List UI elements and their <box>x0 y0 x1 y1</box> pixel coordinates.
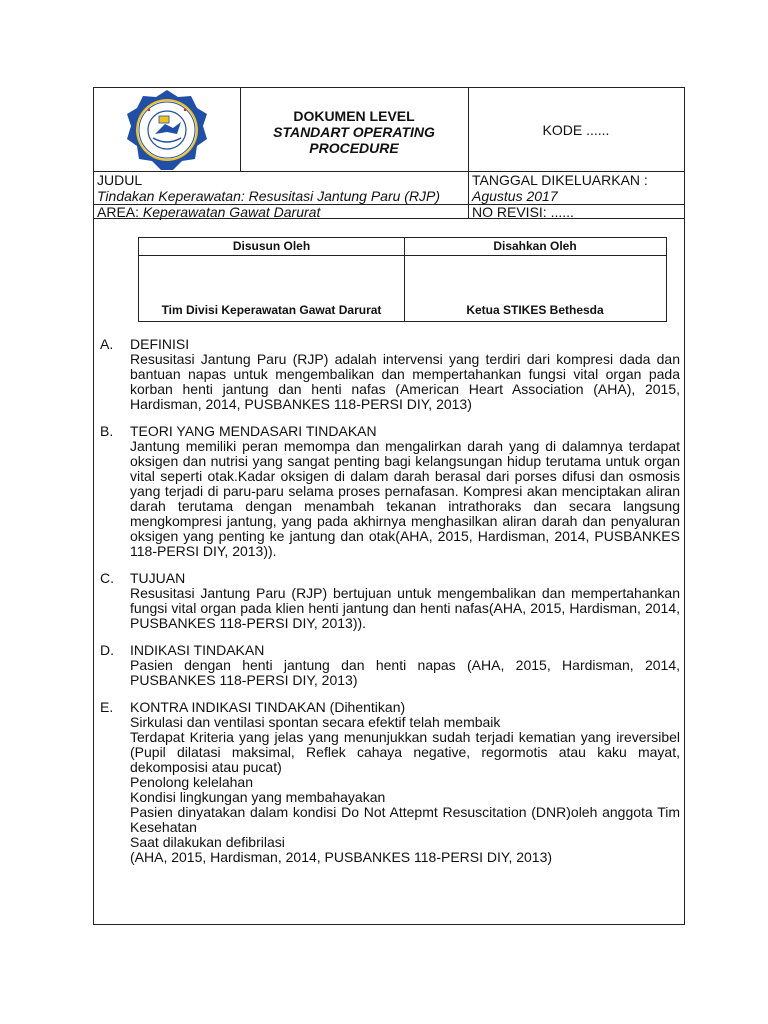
title-line-3: PROCEDURE <box>309 140 399 156</box>
section-indikasi <box>100 643 680 688</box>
institution-logo-cell <box>94 88 240 172</box>
section-tujuan <box>100 571 680 631</box>
section-letter: D. <box>100 642 114 658</box>
revisi-field: NO REVISI: ...... <box>472 204 574 220</box>
title-line-2: STANDART OPERATING <box>273 124 435 140</box>
section-title: DEFINISI <box>130 336 190 352</box>
section-letter: B. <box>100 423 114 439</box>
stikes-bethesda-logo <box>94 88 240 172</box>
list-item: Pasien dinyatakan dalam kondisi Do Not Attepmt Resuscitation (DNR)oleh anggota Tim Kesehatan <box>130 804 680 835</box>
sop-document <box>93 87 685 925</box>
sop-sections <box>100 337 680 877</box>
signoff-table <box>138 237 667 322</box>
section-title: TUJUAN <box>130 570 186 586</box>
tanggal-value: Agustus 2017 <box>472 188 558 204</box>
disusun-column <box>139 238 405 321</box>
title-line-1: DOKUMEN LEVEL <box>293 108 415 124</box>
area-value: Keperawatan Gawat Darurat <box>142 204 321 220</box>
section-letter: C. <box>100 570 114 586</box>
area-label: AREA: <box>97 204 143 220</box>
list-item: Saat dilakukan defibrilasi <box>130 834 285 850</box>
section-title: TEORI YANG MENDASARI TINDAKAN <box>130 423 377 439</box>
section-teori <box>100 424 680 559</box>
list-item: Terdapat Kriteria yang jelas yang menunjukkan sudah terjadi kematian yang ireversibel (Pupil dilatasi maksimal, Reflek cahaya negative, regormotis atau kaku mayat, dekomposisi atau pucat) <box>130 729 680 775</box>
disusun-name: Tim Divisi Keperawatan Gawat Darurat <box>161 303 382 317</box>
section-letter: E. <box>100 699 114 715</box>
list-item: (AHA, 2015, Hardisman, 2014, PUSBANKES 118-PERSI DIY, 2013) <box>130 849 553 865</box>
judul-label: JUDUL <box>97 172 143 188</box>
section-text: Resusitasi Jantung Paru (RJP) bertujuan untuk mengembalikan dan mempertahankan fungsi vital organ pada klien henti jantung dan henti nafas(AHA, 2015, Hardisman, 2014, PUSBANKES 118-PERSI DIY, 2013)). <box>130 585 680 631</box>
section-letter: A. <box>100 336 114 352</box>
disusun-label: Disusun Oleh <box>139 238 404 256</box>
judul-value: Tindakan Keperawatan: Resusitasi Jantung Paru (RJP) <box>97 188 441 204</box>
list-item: Sirkulasi dan ventilasi spontan secara efektif telah membaik <box>130 714 501 730</box>
list-item: Penolong kelelahan <box>130 774 253 790</box>
disahkan-column <box>404 238 666 321</box>
section-text: Jantung memiliki peran memompa dan mengalirkan darah yang di dalamnya terdapat oksigen dan nutrisi yang sangat penting bagi kelangsungan hidup terutama untuk organ vital seperti otak.Kadar oksigen di dalam darah berasal dari porses difusi dan osmosis yang terjadi di paru-paru selama proses pernafasan. Kompresi akan menciptakan aliran darah terutama dengan menambah tekanan intrathoraks dan secara langsung mengkompresi jantung, yang pada akhirnya menghasilkan aliran darah dan penyaluran oksigen yang penting ke jantung dan otak(AHA, 2015, Hardisman, 2014, PUSBANKES 118-PERSI DIY, 2013)). <box>130 438 680 559</box>
tanggal-label: TANGGAL DIKELUARKAN : <box>472 172 648 188</box>
section-title: INDIKASI TINDAKAN <box>130 642 265 658</box>
kode-field: KODE ...... <box>542 122 610 138</box>
section-definisi <box>100 337 680 412</box>
document-title <box>240 88 468 172</box>
list-item: Kondisi lingkungan yang membahayakan <box>130 789 386 805</box>
section-text: Pasien dengan henti jantung dan henti napas (AHA, 2015, Hardisman, 2014, PUSBANKES 118-PERSI DIY, 2013) <box>130 657 680 688</box>
section-kontra-indikasi <box>100 700 680 865</box>
section-text: Resusitasi Jantung Paru (RJP) adalah intervensi yang terdiri dari kompresi dada dan bantuan napas untuk mengembalikan dan mempertahankan fungsi vital organ pada korban henti jantung dan henti nafas (American Heart Association (AHA), 2015, Hardisman, 2014, PUSBANKES 118-PERSI DIY, 2013) <box>130 351 680 412</box>
disahkan-name: Ketua STIKES Bethesda <box>466 303 604 317</box>
section-title: KONTRA INDIKASI TINDAKAN (Dihentikan) <box>130 699 406 715</box>
disahkan-label: Disahkan Oleh <box>404 238 666 256</box>
area-field <box>97 204 320 220</box>
